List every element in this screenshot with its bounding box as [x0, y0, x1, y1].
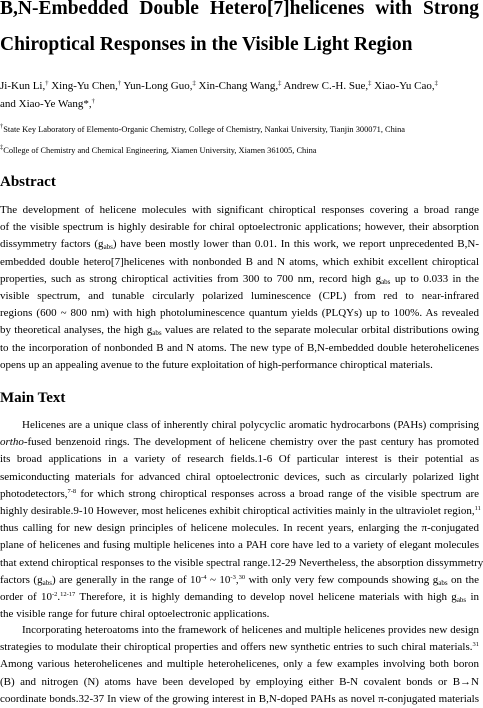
body-line: Incorporating heteroatoms into the framework of helicenes and multiple helicenes provides new design: [22, 624, 479, 636]
body-line: the visible range for future chiral optoelectronic applications.: [0, 608, 270, 621]
body-line: thus calling for new design principles of helicene molecules. In recent years, enlarging the π-conjugated: [0, 522, 479, 535]
body-line: strategies to modulate their chiroptical properties and offers new synthetic entries to such chiral materials.$^{31}$: [0, 641, 479, 654]
body-line: Among various heterohelicenes and multiple heterohelicenes, only a few examples involving both boron: [0, 658, 479, 671]
paper-title: [0, 0, 479, 63]
body-line: semiconducting materials for advanced chiral optoelectronic devices, such as circularly polarized light: [0, 470, 479, 483]
body-line: ortho-fused benzenoid rings. The development of helicene chemistry over the past century has promoted: [0, 436, 479, 449]
body-line: factors $(g_{abs})$ are generally in the range of $10^{-4}$ ~ $10^{-3},^{30}$ with only very few compounds showing $g_{abs}$ on the: [0, 573, 479, 587]
abstract-line: opens up an appealing avenue to the future exploitation of high-performance chiroptical materials.: [0, 358, 433, 371]
abstract-line: The development of helicene molecules with significant chiroptical responses covering a broad range: [0, 204, 479, 216]
body-line: order of $10^{-2}.^{12-17}$ Therefore, it is highly demanding to develop novel helicene materials with high $g_{abs}$ in: [0, 591, 480, 605]
affiliation-2: ‡College of Chemistry and Chemical Engineering, Xiamen University, Xiamen 361005, China: [0, 144, 317, 155]
body-line: coordinate bonds.32-37 In view of the growing interest in B,N-doped PAHs as novel π-conjugated materials: [0, 692, 479, 705]
body-line: Helicenes are a unique class of inherently chiral polycyclic aromatic hydrocarbons (PAHs) comprising: [22, 419, 479, 431]
abstract-line: regions (600 ~ 800 nm) with high photoluminescence quantum yields (PLQYs) up to 100%. As revealed: [0, 307, 479, 320]
author-line-2: and Xiao-Ye Wang*,†: [0, 97, 95, 110]
abstract-line: by theoretical analyses, the high $g_{abs}$ values are related to the separate molecular orbital distributions owing: [0, 324, 479, 338]
body-line: photodetectors,$^{7-8}$ for which strong chiroptical responses across a broad range of the visible spectrum are: [0, 487, 479, 500]
main-text-heading: Main Text: [0, 390, 66, 406]
body-line: that extend chiroptical responses to the visible spectral range.12-29 Nevertheless, the absorption dissymmetry: [0, 556, 483, 569]
abstract-line: of the visible spectrum is highly desirable for chiral optoelectronic applications; however, their absorption: [0, 221, 479, 234]
title-line-1: B,N-Embedded Double Hetero[7]helicenes with Strong: [0, 0, 479, 19]
body-line: plane of helicenes and fusing multiple helicenes into a PAH core have led to a variety of elegant molecules: [0, 539, 479, 552]
author-line-1: Ji-Kun Li,† Xing-Yu Chen,† Yun-Long Guo,‡ Xin-Chang Wang,‡ Andrew C.-H. Sue,‡ Xiao-Yu Cao,‡: [0, 80, 438, 92]
abstract-line: to the incorporation of nonbonded B and N atoms. The new type of B,N-embedded double heterohelicenes: [0, 341, 479, 354]
abstract-line: embedded double hetero[7]helicenes with nonbonded B and N atoms, which exhibit excellent chiroptical: [0, 255, 479, 268]
main-paragraph-2: [0, 622, 479, 708]
affiliation-1: †State Key Laboratory of Elemento-Organic Chemistry, College of Chemistry, Nankai University, Tianjin 300071, China: [0, 123, 406, 134]
abstract-line: visible spectrum, and tunable circularly polarized luminescence (CPL) from red to near-infrared: [0, 290, 479, 303]
main-paragraph-1: [0, 417, 483, 623]
author-list: [0, 78, 479, 113]
abstract-line: dissymmetry factors $(g_{abs})$ have been mostly lower than 0.01. In this work, we report unprecedented B,N-: [0, 238, 479, 252]
abstract-paragraph: [0, 202, 479, 374]
title-line-2: Chiroptical Responses in the Visible Light Region: [0, 34, 413, 55]
body-line: highly desirable.9-10 However, most helicenes exhibit chiroptical activities mainly in the ultraviolet region,$^{11}$: [0, 505, 481, 518]
abstract-heading: Abstract: [0, 174, 56, 190]
body-line: its broad applications in a variety of research fields.1-6 Of particular interest is their potential as: [0, 453, 479, 466]
body-line: (B) and nitrogen (N) atoms have been developed by employing either B-N covalent bonds or B→N: [0, 675, 479, 688]
abstract-line: properties, such as strong chiroptical activities from 300 to 700 nm, record high $g_{abs}$ up to 0.033 in the: [0, 272, 479, 286]
